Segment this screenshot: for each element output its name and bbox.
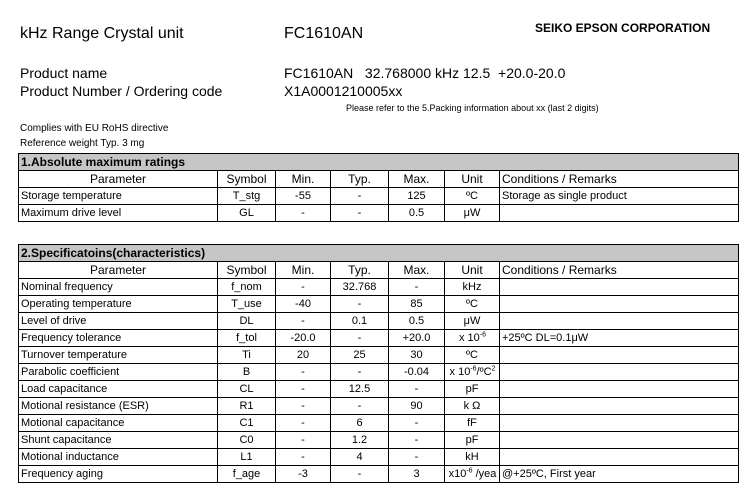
col-typ: Typ.: [331, 171, 389, 188]
cell-parameter: Shunt capacitance: [19, 432, 218, 449]
cell-parameter: Motional resistance (ESR): [19, 398, 218, 415]
cell-parameter: Parabolic coefficient: [19, 364, 218, 381]
section-title: 2.Specificatoins(characteristics): [19, 245, 739, 262]
cell-symbol: C0: [218, 432, 276, 449]
cell-symbol: CL: [218, 381, 276, 398]
table-row: [19, 188, 739, 205]
table-row: [19, 347, 739, 364]
table-row: [19, 296, 739, 313]
cell-parameter: Nominal frequency: [19, 279, 218, 296]
cell-max: -: [389, 279, 445, 296]
cell-unit: k Ω: [445, 398, 500, 415]
product-name-label: Product name: [20, 65, 108, 81]
unit-base: x 10: [449, 365, 471, 378]
cell-symbol: f_tol: [218, 330, 276, 347]
cell-max: 90: [389, 398, 445, 415]
product-number-label: Product Number / Ordering code: [20, 83, 223, 99]
column-header-row: [19, 171, 739, 188]
cell-unit: ºC: [445, 188, 500, 205]
cell-conditions: [500, 279, 739, 296]
cell-symbol: B: [218, 364, 276, 381]
product-name-value: FC1610AN 32.768000 kHz 12.5 +20.0-20.0: [284, 65, 566, 81]
cell-min: -3: [276, 466, 331, 483]
cell-typ: -: [331, 330, 389, 347]
table-row: [19, 205, 739, 222]
unit-base: x10: [448, 467, 467, 480]
cell-typ: 4: [331, 449, 389, 466]
cell-min: -: [276, 398, 331, 415]
table-row: [19, 364, 739, 381]
cell-unit: ºC: [445, 296, 500, 313]
cell-min: -: [276, 364, 331, 381]
cell-symbol: L1: [218, 449, 276, 466]
cell-max: -0.04: [389, 364, 445, 381]
rohs-note: Complies with EU RoHS directive: [20, 123, 169, 134]
cell-min: -: [276, 205, 331, 222]
cell-unit: [445, 364, 500, 381]
cell-max: 3: [389, 466, 445, 483]
cell-max: 125: [389, 188, 445, 205]
cell-max: -: [389, 449, 445, 466]
cell-max: 0.5: [389, 313, 445, 330]
table-row: [19, 381, 739, 398]
cell-symbol: DL: [218, 313, 276, 330]
cell-symbol: R1: [218, 398, 276, 415]
cell-parameter: Motional inductance: [19, 449, 218, 466]
col-conditions: Conditions / Remarks: [500, 262, 739, 279]
column-header-row: [19, 262, 739, 279]
cell-typ: -: [331, 205, 389, 222]
document-title: kHz Range Crystal unit: [20, 25, 184, 42]
cell-parameter: Operating temperature: [19, 296, 218, 313]
weight-note: Reference weight Typ. 3 mg: [20, 138, 145, 149]
packing-note: Please refer to the 5.Packing information about xx (last 2 digits): [346, 103, 599, 113]
cell-conditions: [500, 432, 739, 449]
cell-parameter: Load capacitance: [19, 381, 218, 398]
cell-unit: μW: [445, 205, 500, 222]
col-symbol: Symbol: [218, 171, 276, 188]
cell-min: -: [276, 415, 331, 432]
col-symbol: Symbol: [218, 262, 276, 279]
cell-max: -: [389, 381, 445, 398]
absolute-max-ratings-table: [18, 153, 739, 222]
col-typ: Typ.: [331, 262, 389, 279]
cell-conditions: [500, 313, 739, 330]
cell-symbol: T_use: [218, 296, 276, 313]
cell-parameter: Frequency tolerance: [19, 330, 218, 347]
cell-typ: -: [331, 398, 389, 415]
cell-max: -: [389, 415, 445, 432]
cell-max: -: [389, 432, 445, 449]
unit-tail: /ºC: [476, 365, 492, 378]
cell-max: +20.0: [389, 330, 445, 347]
cell-min: -: [276, 313, 331, 330]
cell-symbol: f_nom: [218, 279, 276, 296]
cell-conditions: +25ºC DL=0.1μW: [500, 330, 739, 347]
table-row: [19, 432, 739, 449]
col-parameter: Parameter: [19, 262, 218, 279]
unit-exponent: -6: [470, 364, 477, 372]
model-number: FC1610AN: [284, 25, 364, 42]
cell-parameter: Maximum drive level: [19, 205, 218, 222]
cell-typ: 25: [331, 347, 389, 364]
table-row: [19, 330, 739, 347]
cell-min: -: [276, 279, 331, 296]
col-min: Min.: [276, 262, 331, 279]
cell-parameter: Storage temperature: [19, 188, 218, 205]
cell-min: 20: [276, 347, 331, 364]
cell-unit: kHz: [445, 279, 500, 296]
cell-min: -: [276, 432, 331, 449]
table-row: [19, 415, 739, 432]
cell-min: -55: [276, 188, 331, 205]
cell-unit: ºC: [445, 347, 500, 364]
cell-typ: -: [331, 296, 389, 313]
col-unit: Unit: [445, 171, 500, 188]
table-row: [19, 449, 739, 466]
cell-typ: -: [331, 466, 389, 483]
cell-conditions: @+25ºC, First year: [500, 466, 739, 483]
cell-unit: [445, 466, 500, 483]
table-row: [19, 466, 739, 483]
table-row: [19, 398, 739, 415]
cell-unit: [445, 330, 500, 347]
cell-min: -40: [276, 296, 331, 313]
cell-unit: pF: [445, 381, 500, 398]
col-conditions: Conditions / Remarks: [500, 171, 739, 188]
cell-min: -: [276, 449, 331, 466]
col-unit: Unit: [445, 262, 500, 279]
cell-typ: 6: [331, 415, 389, 432]
cell-parameter: Motional capacitance: [19, 415, 218, 432]
unit-tail: /yea: [472, 467, 497, 480]
cell-parameter: Level of drive: [19, 313, 218, 330]
product-number-value: X1A0001210005xx: [284, 83, 403, 99]
section-title: 1.Absolute maximum ratings: [19, 154, 739, 171]
specifications-table: [18, 244, 739, 483]
cell-conditions: [500, 205, 739, 222]
cell-typ: 1.2: [331, 432, 389, 449]
cell-min: -20.0: [276, 330, 331, 347]
cell-symbol: GL: [218, 205, 276, 222]
unit-exponent: -6: [466, 466, 473, 474]
cell-unit: μW: [445, 313, 500, 330]
cell-conditions: Storage as single product: [500, 188, 739, 205]
cell-conditions: [500, 381, 739, 398]
cell-typ: 0.1: [331, 313, 389, 330]
col-max: Max.: [389, 262, 445, 279]
cell-max: 0.5: [389, 205, 445, 222]
cell-conditions: [500, 347, 739, 364]
unit-base: x 10: [458, 331, 480, 344]
cell-conditions: [500, 296, 739, 313]
cell-max: 85: [389, 296, 445, 313]
cell-symbol: C1: [218, 415, 276, 432]
company-name: SEIKO EPSON CORPORATION: [535, 21, 711, 35]
cell-min: -: [276, 381, 331, 398]
cell-unit: pF: [445, 432, 500, 449]
cell-symbol: f_age: [218, 466, 276, 483]
cell-unit: kH: [445, 449, 500, 466]
cell-typ: -: [331, 188, 389, 205]
table-row: [19, 313, 739, 330]
cell-typ: 12.5: [331, 381, 389, 398]
cell-symbol: Ti: [218, 347, 276, 364]
cell-conditions: [500, 364, 739, 381]
cell-typ: 32.768: [331, 279, 389, 296]
unit-exponent: -6: [479, 330, 487, 338]
cell-parameter: Frequency aging: [19, 466, 218, 483]
cell-parameter: Turnover temperature: [19, 347, 218, 364]
cell-symbol: T_stg: [218, 188, 276, 205]
cell-conditions: [500, 449, 739, 466]
col-parameter: Parameter: [19, 171, 218, 188]
cell-conditions: [500, 398, 739, 415]
cell-max: 30: [389, 347, 445, 364]
table-row: [19, 279, 739, 296]
col-max: Max.: [389, 171, 445, 188]
cell-unit: fF: [445, 415, 500, 432]
cell-conditions: [500, 415, 739, 432]
cell-typ: -: [331, 364, 389, 381]
col-min: Min.: [276, 171, 331, 188]
unit-exponent: 2: [491, 364, 496, 372]
